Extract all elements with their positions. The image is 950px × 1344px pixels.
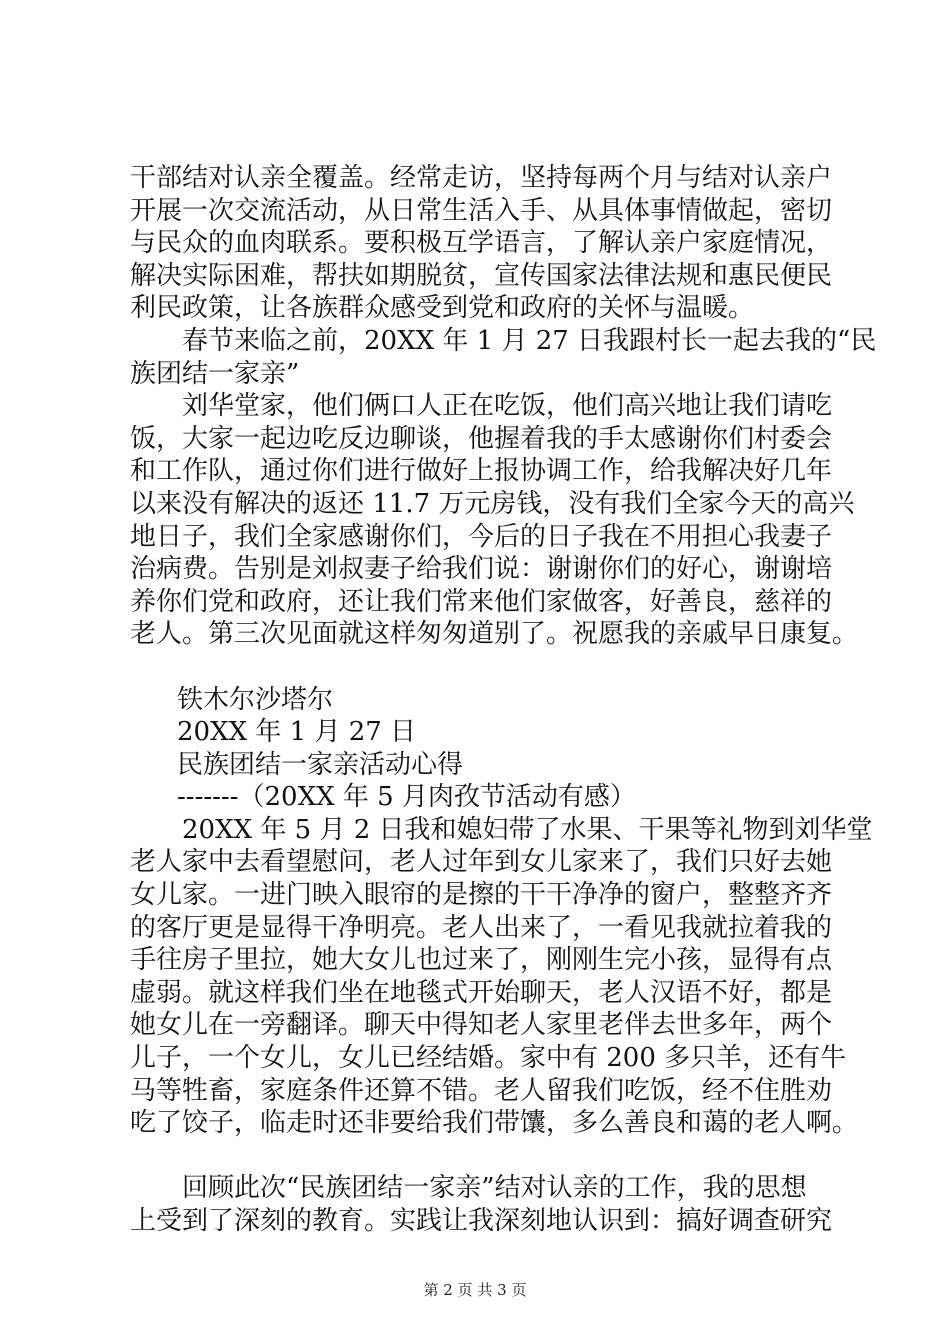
text-line: 手往房子里拉，她大女儿也过来了，刚刚生完小孩，显得有点: [130, 945, 833, 976]
text-line: 和工作队，通过你们进行做好上报协调工作，给我解决好几年: [130, 456, 833, 487]
text-line: 老人。第三次见面就这样匆匆道别了。祝愿我的亲戚早日康复。: [130, 619, 859, 650]
text-line: 上受到了深刻的教育。实践让我深刻地认识到：搞好调查研究: [130, 1206, 833, 1236]
section-subtitle: -------（20XX 年 5 月肉孜节活动有感）: [177, 782, 636, 813]
text-line: 马等牲畜，家庭条件还算不错。老人留我们吃饭，经不住胜劝: [130, 1075, 833, 1106]
text-line: 女儿家。一进门映入眼帘的是擦的干干净净的窗户，整整齐齐: [130, 880, 833, 911]
paragraph-2: [130, 325, 877, 390]
text-line: 开展一次交流活动，从日常生活入手、从具体事情做起，密切: [130, 195, 833, 226]
paragraph-3: [130, 390, 859, 651]
text-line: 与民众的血肉联系。要积极互学语言，了解认亲户家庭情况，: [130, 228, 833, 259]
document-body: [130, 162, 877, 1238]
text-line: 老人家中去看望慰问，老人过年到女儿家来了，我们只好去她: [130, 847, 833, 878]
paragraph-1: [130, 162, 833, 325]
signature-block: [130, 684, 830, 814]
text-line: 解决实际困难，帮扶如期脱贫，宣传国家法律法规和惠民便民: [130, 260, 833, 291]
text-line: 春节来临之前，20XX 年 1 月 27 日我跟村长一起去我的“民: [182, 325, 877, 356]
author-name: 铁木尔沙塔尔: [177, 684, 334, 715]
text-line: 养你们党和政府，还让我们常来他们家做客，好善良，慈祥的: [130, 586, 833, 617]
text-line: 儿子，一个女儿，女儿已经结婚。家中有 200 多只羊，还有牛: [130, 1043, 847, 1074]
text-line: 干部结对认亲全覆盖。经常走访，坚持每两个月与结对认亲户: [130, 163, 833, 193]
text-line: 她女儿在一旁翻译。聊天中得知老人家里老伴去世多年，两个: [130, 1010, 833, 1041]
blank-line: [130, 651, 830, 684]
text-line: 以来没有解决的返还 11.7 万元房钱，没有我们全家今天的高兴: [130, 488, 855, 519]
text-line: 回顾此次“民族团结一家亲”结对认亲的工作，我的思想: [182, 1173, 807, 1204]
text-line: 饭，大家一起边吃反边聊谈，他握着我的手太感谢你们村委会: [130, 423, 833, 454]
text-line: 虚弱。就这样我们坐在地毯式开始聊天，老人汉语不好，都是: [130, 977, 833, 1008]
signature-date: 20XX 年 1 月 27 日: [177, 717, 417, 748]
text-line: 治病费。告别是刘叔妻子给我们说：谢谢你们的好心，谢谢培: [130, 554, 833, 585]
text-line: 地日子，我们全家感谢你们，今后的日子我在不用担心我妻子: [130, 521, 833, 552]
text-line: 20XX 年 5 月 2 日我和媳妇带了水果、干果等礼物到刘华堂: [182, 814, 873, 845]
blank-line: [130, 1140, 830, 1173]
paragraph-5: [130, 1172, 833, 1237]
paragraph-4: [130, 814, 873, 1140]
text-line: 吃了饺子，临走时还非要给我们带馕，多么善良和蔼的老人啊。: [130, 1108, 859, 1139]
text-line: 刘华堂家，他们俩口人正在吃饭，他们高兴地让我们请吃: [182, 391, 833, 422]
text-line: 的客厅更是显得干净明亮。老人出来了，一看见我就拉着我的: [130, 912, 833, 943]
text-line: 族团结一家亲”: [130, 358, 300, 389]
text-line: 利民政策，让各族群众感受到党和政府的关怀与温暖。: [130, 293, 755, 324]
page-number-footer: 第 2 页 共 3 页: [423, 1281, 527, 1299]
section-title: 民族团结一家亲活动心得: [177, 749, 464, 780]
